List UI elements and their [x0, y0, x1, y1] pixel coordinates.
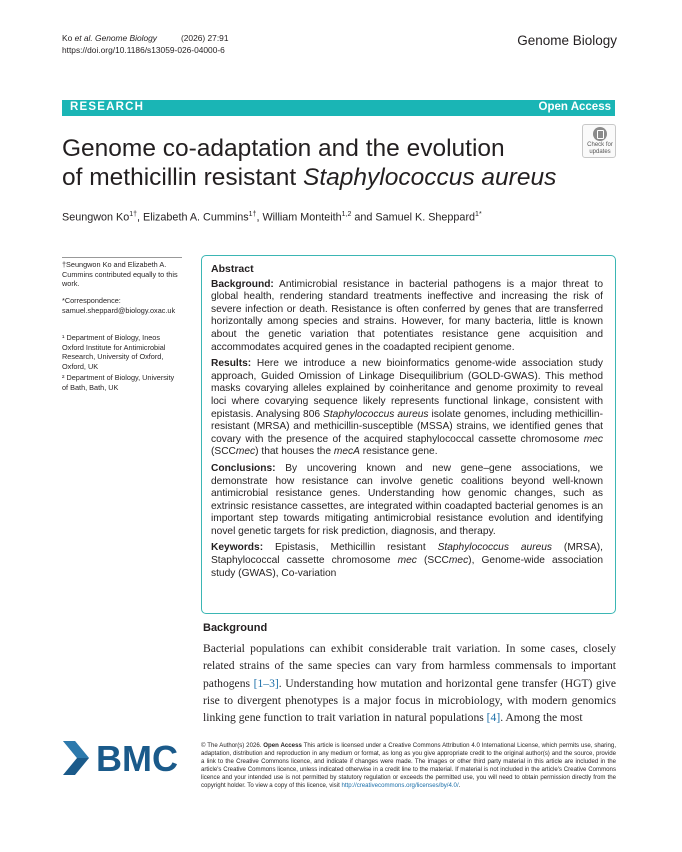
- results-text: Here we introduce a new bioinformatics genome-wide association study approach, Guided Omission of Linkage Disequilibrium (GOLD-GWAS). This method masks covarying alleles explained by coinheritance and genome proximity to reveal loci where covarying sequence likely represents functional linkage, consistent with epistasis. Analysing 806: [211, 358, 603, 420]
- results-text: resistance gene.: [359, 446, 438, 458]
- keywords-text: Epistasis, Methicillin resistant: [263, 542, 438, 554]
- bmc-logo: [63, 741, 187, 775]
- keywords-text: ), Genome-wide association study (GWAS), Co-variation: [211, 555, 603, 579]
- keywords-text: (MRSA), Staphylococcal cassette chromosome: [211, 542, 603, 567]
- check-updates-icon: [593, 127, 607, 141]
- sidebar-divider: [62, 257, 182, 258]
- license-open-access: Open Access: [263, 742, 302, 749]
- citation-line: [62, 32, 228, 44]
- conclusions-label: Conclusions:: [211, 462, 276, 474]
- results-text: isolate genomes, including methicillin-resistant (MRSA) and methicillin-susceptible (MSSA) strains, we identified genes that covary with the presence of the acquired staphylococcal cassette chromosome: [211, 408, 603, 445]
- results-text: (SCC: [211, 446, 236, 458]
- keywords-species: Staphylococcus aureus: [437, 542, 553, 554]
- citation-journal: et al. Genome Biology: [74, 33, 157, 43]
- keywords-text: (SCC: [416, 555, 449, 567]
- background-label: Background:: [211, 278, 274, 290]
- reference-link[interactable]: [1–3]: [253, 676, 279, 690]
- citation-authors: Ko: [62, 33, 75, 43]
- results-gene: mec: [235, 446, 256, 458]
- article-title: [62, 134, 582, 192]
- results-text: ) that houses the: [255, 446, 334, 458]
- body-paragraph: [203, 640, 616, 726]
- affiliation-2: ² Department of Biology, University of Bath, Bath, UK: [62, 373, 175, 392]
- abstract-conclusions: [211, 463, 603, 539]
- journal-name: Genome Biology: [517, 33, 617, 48]
- title-line-1: Genome co-adaptation and the evolution: [62, 135, 505, 162]
- license-text: .: [458, 782, 461, 790]
- badge-line-2: updates: [589, 149, 611, 155]
- author-4: and Samuel K. Sheppard: [351, 211, 476, 224]
- title-species: Staphylococcus aureus: [303, 164, 557, 191]
- author-3: , William Monteith: [256, 211, 342, 224]
- abstract-box: [201, 255, 616, 614]
- results-gene: mecA: [333, 446, 360, 458]
- author-3-affil: 1,2: [341, 211, 352, 218]
- abstract-heading: Abstract: [211, 263, 254, 275]
- affiliation-1: ¹ Department of Biology, Ineos Oxford Institute for Antimicrobial Research, University of Oxford, Oxford, UK: [62, 333, 166, 371]
- author-4-affil: 1*: [475, 211, 482, 218]
- keywords-label: Keywords:: [211, 542, 264, 554]
- background-text: Antimicrobial resistance in bacterial pathogens is a major threat to global health, rendering standard treatments ineffective and increasing the risk of severe infection or death. Resistance is often conferred by genes that are transferred horizontally among species and strains. However, for many bacteria, little is known about the genetic variation that potentiates resistance gene acquisition and accommodates acquired genes in the coadapted recipient genome.: [211, 278, 603, 353]
- abstract-results: [211, 358, 603, 459]
- body-text: . Among the most: [500, 711, 583, 725]
- results-label: Results:: [211, 358, 252, 370]
- author-list: [62, 211, 482, 224]
- article-type-banner: [62, 100, 615, 116]
- equal-contribution-note: †Seungwon Ko and Elizabeth A. Cummins contributed equally to this work.: [62, 260, 178, 289]
- license-text: © The Author(s) 2026.: [201, 742, 264, 749]
- citation-year: (2026) 27:91: [180, 33, 229, 43]
- citation-header: [62, 32, 228, 56]
- abstract-content: [211, 263, 603, 584]
- open-access-label: Open Access: [538, 101, 611, 113]
- reference-link[interactable]: [4]: [486, 711, 501, 725]
- license-text: This article is licensed under a Creative Commons Attribution 4.0 International License, which permits use, sharing, adaptation, distribution and reproduction in any medium or format, as long as you give appropriate credit to the original author(s) and the source, provide a link to the Creative Commons licence, and indicate if changes were made. The images or other third party material in this article are included in the article's Creative Commons licence, unless indicated otherwise in a credit line to the material. If material is not included in the article's Creative Commons licence and your intended use is not permitted by statutory regulation or exceeds the permitted use, you will need to obtain permission directly from the copyright holder. To view a copy of this licence, visit: [201, 742, 617, 790]
- article-type-label: RESEARCH: [70, 101, 145, 113]
- check-for-updates-badge[interactable]: [582, 124, 616, 158]
- keywords-gene: mec: [448, 555, 469, 567]
- bmc-logo-mark-accent: [63, 741, 89, 758]
- license-statement: [201, 742, 616, 791]
- body-text: Bacterial populations can exhibit considerable trait variation. In some cases, closely related strains of the same species can vary from harmless commensals to important pathogens: [203, 642, 616, 690]
- license-url[interactable]: http://creativecommons.org/licenses/by/4.0/: [341, 782, 459, 790]
- abstract-keywords: [211, 542, 603, 580]
- author-1-affil: 1†: [129, 211, 138, 218]
- results-species: Staphylococcus aureus: [323, 408, 429, 420]
- correspondence-note: *Correspondence: samuel.sheppard@biology.oxac.uk: [62, 296, 176, 315]
- title-line-2: of methicillin resistant: [62, 164, 304, 191]
- author-1: Seungwon Ko: [62, 211, 130, 224]
- keywords-gene: mec: [397, 555, 417, 567]
- abstract-background: [211, 279, 603, 355]
- check-updates-text: [583, 142, 617, 156]
- badge-line-1: Check for: [587, 142, 613, 148]
- conclusions-text: By uncovering known and new gene–gene associations, we demonstrate how resistance can involve genetic coalitions beyond well-known antimicrobial resistance genes. Understanding how genomic changes, such as extrinsic resistance cassettes, are integrated within coadapted bacterial genomes is an important step towards mitigating antimicrobial resistance evolution and identifying novel genetic targets for risk prediction, diagnosis, and therapy.: [211, 462, 603, 537]
- author-2-affil: 1†: [248, 211, 257, 218]
- doi-link[interactable]: https://doi.org/10.1186/s13059-026-04000-6: [62, 45, 225, 55]
- background-section: [203, 622, 616, 726]
- section-heading: Background: [203, 622, 268, 634]
- bmc-logo-text: BMC: [96, 741, 178, 775]
- author-2: , Elizabeth A. Cummins: [137, 211, 249, 224]
- results-gene: mec: [583, 433, 603, 445]
- body-text: . Understanding how mutation and horizontal gene transfer (HGT) give rise to divergent phenotypes is a major focus in microbiology, with modern genomics linking gene function to trait variation in natural populations: [203, 676, 616, 725]
